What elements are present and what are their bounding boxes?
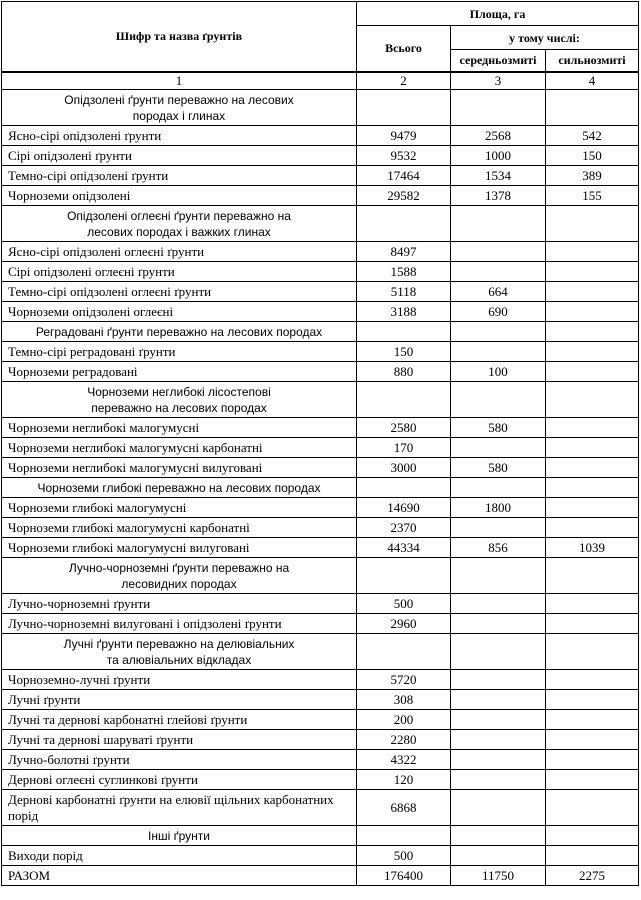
medium-area-cell [451, 750, 546, 770]
empty-cell [357, 90, 451, 126]
table-row [2, 770, 639, 790]
medium-area-cell [451, 730, 546, 750]
total-area-cell: 200 [357, 710, 451, 730]
table-row [2, 750, 639, 770]
table-row [2, 126, 639, 146]
medium-area-cell [451, 790, 546, 826]
soil-name-cell: Чорноземи глибокі малогумусні [2, 498, 357, 518]
table-row [2, 438, 639, 458]
strong-area-cell [546, 790, 639, 826]
total-area-cell: 170 [357, 438, 451, 458]
total-area-cell: 1588 [357, 262, 451, 282]
section-title: Реградовані ґрунти переважно на лесових породах [2, 322, 357, 342]
strong-area-cell: 1039 [546, 538, 639, 558]
table-row [2, 342, 639, 362]
strong-area-cell [546, 242, 639, 262]
soil-name-cell: Лучно-чорноземні вилуговані і опідзолені ґрунти [2, 614, 357, 634]
medium-area-cell [451, 594, 546, 614]
soil-name-cell: Чорноземно-лучні ґрунти [2, 670, 357, 690]
table-row [2, 362, 639, 382]
table-row [2, 166, 639, 186]
strong-area-cell [546, 418, 639, 438]
table-row [2, 594, 639, 614]
total-area-cell: 176400 [357, 866, 451, 886]
soil-name-cell: Лучні та дернові карбонатні глейові ґрунти [2, 710, 357, 730]
soil-name-cell: Лучно-болотні ґрунти [2, 750, 357, 770]
total-area-cell: 17464 [357, 166, 451, 186]
soil-name-cell: Дернові карбонатні ґрунти на елювії щільних карбонатних порід [2, 790, 357, 826]
medium-area-cell: 1378 [451, 186, 546, 206]
strong-area-cell [546, 518, 639, 538]
strong-area-cell: 2275 [546, 866, 639, 886]
section-title: Опідзолені оглеєні ґрунти переважно на лесових породах і важких глинах [2, 206, 357, 242]
medium-area-cell [451, 262, 546, 282]
section-title: Лучні ґрунти переважно на делювіальних та алювіальних відкладах [2, 634, 357, 670]
soil-name-cell: Чорноземи неглибокі малогумусні [2, 418, 357, 438]
soil-name-cell: Лучні та дернові шаруваті ґрунти [2, 730, 357, 750]
strong-area-cell [546, 282, 639, 302]
section-row [2, 634, 639, 670]
empty-cell [546, 634, 639, 670]
strong-area-cell [546, 342, 639, 362]
table-header [2, 2, 639, 90]
total-area-cell: 29582 [357, 186, 451, 206]
empty-cell [357, 382, 451, 418]
empty-cell [451, 558, 546, 594]
medium-area-cell [451, 438, 546, 458]
empty-cell [546, 322, 639, 342]
section-row [2, 90, 639, 126]
strong-area-cell [546, 302, 639, 322]
empty-cell [451, 382, 546, 418]
soil-name-cell: Виходи порід [2, 846, 357, 866]
table-row [2, 710, 639, 730]
medium-area-cell [451, 710, 546, 730]
table-row [2, 186, 639, 206]
column-index: 1 [2, 72, 357, 90]
strong-area-cell [546, 710, 639, 730]
medium-area-cell [451, 846, 546, 866]
medium-area-cell: 100 [451, 362, 546, 382]
soil-name-cell: Чорноземи реградовані [2, 362, 357, 382]
section-title: Чорноземи неглибокі лісостепові переважно на лесових породах [2, 382, 357, 418]
medium-area-cell [451, 770, 546, 790]
total-area-cell: 880 [357, 362, 451, 382]
empty-cell [357, 826, 451, 846]
strong-area-cell [546, 750, 639, 770]
header-including: у тому числі: [451, 26, 639, 50]
column-index: 2 [357, 72, 451, 90]
medium-area-cell [451, 614, 546, 634]
medium-area-cell: 11750 [451, 866, 546, 886]
strong-area-cell: 389 [546, 166, 639, 186]
empty-cell [451, 90, 546, 126]
table-row [2, 498, 639, 518]
section-title: Лучно-чорноземні ґрунти переважно на лесовидних породах [2, 558, 357, 594]
strong-area-cell [546, 770, 639, 790]
soil-name-cell: Темно-сірі опідзолені оглеєні ґрунти [2, 282, 357, 302]
table-row [2, 518, 639, 538]
medium-area-cell [451, 690, 546, 710]
total-area-cell: 4322 [357, 750, 451, 770]
table-row [2, 418, 639, 438]
soil-name-cell: Лучні ґрунти [2, 690, 357, 710]
total-area-cell: 150 [357, 342, 451, 362]
soil-area-table [1, 1, 639, 886]
soil-name-cell: РАЗОМ [2, 866, 357, 886]
table-row [2, 242, 639, 262]
medium-area-cell: 1534 [451, 166, 546, 186]
soil-name-cell: Темно-сірі опідзолені ґрунти [2, 166, 357, 186]
soil-name-cell: Темно-сірі реградовані ґрунти [2, 342, 357, 362]
medium-area-cell [451, 518, 546, 538]
soil-name-cell: Чорноземи неглибокі малогумусні карбонатні [2, 438, 357, 458]
medium-area-cell: 2568 [451, 126, 546, 146]
empty-cell [357, 634, 451, 670]
empty-cell [451, 826, 546, 846]
soil-name-cell: Чорноземи опідзолені оглеєні [2, 302, 357, 322]
empty-cell [546, 558, 639, 594]
table-row [2, 614, 639, 634]
column-index: 4 [546, 72, 639, 90]
column-index-row [2, 72, 639, 90]
section-title: Опідзолені ґрунти переважно на лесових породах і глинах [2, 90, 357, 126]
empty-cell [546, 90, 639, 126]
table-row [2, 790, 639, 826]
total-area-cell: 2960 [357, 614, 451, 634]
table-row [2, 146, 639, 166]
soil-name-cell: Лучно-чорноземні ґрунти [2, 594, 357, 614]
total-area-cell: 120 [357, 770, 451, 790]
total-area-cell: 14690 [357, 498, 451, 518]
empty-cell [357, 558, 451, 594]
total-area-cell: 9532 [357, 146, 451, 166]
total-area-cell: 2280 [357, 730, 451, 750]
section-row [2, 206, 639, 242]
table-row [2, 262, 639, 282]
soil-name-cell: Чорноземи глибокі малогумусні вилуговані [2, 538, 357, 558]
medium-area-cell [451, 242, 546, 262]
table-row [2, 730, 639, 750]
soil-name-cell: Чорноземи опідзолені [2, 186, 357, 206]
medium-area-cell [451, 342, 546, 362]
strong-area-cell [546, 362, 639, 382]
section-row [2, 826, 639, 846]
empty-cell [546, 382, 639, 418]
column-index: 3 [451, 72, 546, 90]
total-area-cell: 5720 [357, 670, 451, 690]
medium-area-cell: 1000 [451, 146, 546, 166]
medium-area-cell: 1800 [451, 498, 546, 518]
total-area-cell: 44334 [357, 538, 451, 558]
strong-area-cell [546, 730, 639, 750]
section-row [2, 322, 639, 342]
total-area-cell: 9479 [357, 126, 451, 146]
empty-cell [451, 478, 546, 498]
empty-cell [357, 322, 451, 342]
total-area-cell: 6868 [357, 790, 451, 826]
header-area: Площа, га [357, 2, 639, 26]
soil-name-cell: Ясно-сірі опідзолені ґрунти [2, 126, 357, 146]
total-area-cell: 5118 [357, 282, 451, 302]
soil-name-cell: Чорноземи глибокі малогумусні карбонатні [2, 518, 357, 538]
strong-area-cell [546, 498, 639, 518]
empty-cell [451, 634, 546, 670]
empty-cell [451, 322, 546, 342]
table-row [2, 538, 639, 558]
empty-cell [357, 478, 451, 498]
medium-area-cell: 690 [451, 302, 546, 322]
total-area-cell: 308 [357, 690, 451, 710]
table-row [2, 302, 639, 322]
strong-area-cell [546, 458, 639, 478]
medium-area-cell: 664 [451, 282, 546, 302]
soil-name-cell: Сірі опідзолені ґрунти [2, 146, 357, 166]
table-row [2, 282, 639, 302]
medium-area-cell: 580 [451, 458, 546, 478]
medium-area-cell [451, 670, 546, 690]
table-row [2, 866, 639, 886]
strong-area-cell [546, 670, 639, 690]
section-title: Інші ґрунти [2, 826, 357, 846]
total-area-cell: 8497 [357, 242, 451, 262]
header-total: Всього [357, 26, 451, 72]
table-row [2, 670, 639, 690]
total-area-cell: 3188 [357, 302, 451, 322]
medium-area-cell: 580 [451, 418, 546, 438]
medium-area-cell: 856 [451, 538, 546, 558]
strong-area-cell [546, 846, 639, 866]
header-strong-eroded: сильнозмиті [546, 50, 639, 72]
strong-area-cell: 542 [546, 126, 639, 146]
strong-area-cell [546, 614, 639, 634]
soil-name-cell: Дернові оглеєні суглинкові ґрунти [2, 770, 357, 790]
soil-name-cell: Сірі опідзолені оглеєні ґрунти [2, 262, 357, 282]
empty-cell [546, 826, 639, 846]
strong-area-cell: 155 [546, 186, 639, 206]
soil-name-cell: Ясно-сірі опідзолені оглеєні ґрунти [2, 242, 357, 262]
section-row [2, 478, 639, 498]
empty-cell [546, 478, 639, 498]
strong-area-cell [546, 438, 639, 458]
table-row [2, 846, 639, 866]
total-area-cell: 2580 [357, 418, 451, 438]
total-area-cell: 2370 [357, 518, 451, 538]
strong-area-cell [546, 262, 639, 282]
empty-cell [357, 206, 451, 242]
strong-area-cell [546, 594, 639, 614]
header-medium-eroded: середньозмиті [451, 50, 546, 72]
empty-cell [451, 206, 546, 242]
strong-area-cell: 150 [546, 146, 639, 166]
strong-area-cell [546, 690, 639, 710]
total-area-cell: 500 [357, 594, 451, 614]
section-row [2, 382, 639, 418]
total-area-cell: 3000 [357, 458, 451, 478]
section-title: Чорноземи глибокі переважно на лесових породах [2, 478, 357, 498]
table-row [2, 690, 639, 710]
header-soil-name: Шифр та назва ґрунтів [2, 2, 357, 72]
section-row [2, 558, 639, 594]
total-area-cell: 500 [357, 846, 451, 866]
table-row [2, 458, 639, 478]
table-body [2, 90, 639, 886]
empty-cell [546, 206, 639, 242]
soil-name-cell: Чорноземи неглибокі малогумусні вилуговані [2, 458, 357, 478]
